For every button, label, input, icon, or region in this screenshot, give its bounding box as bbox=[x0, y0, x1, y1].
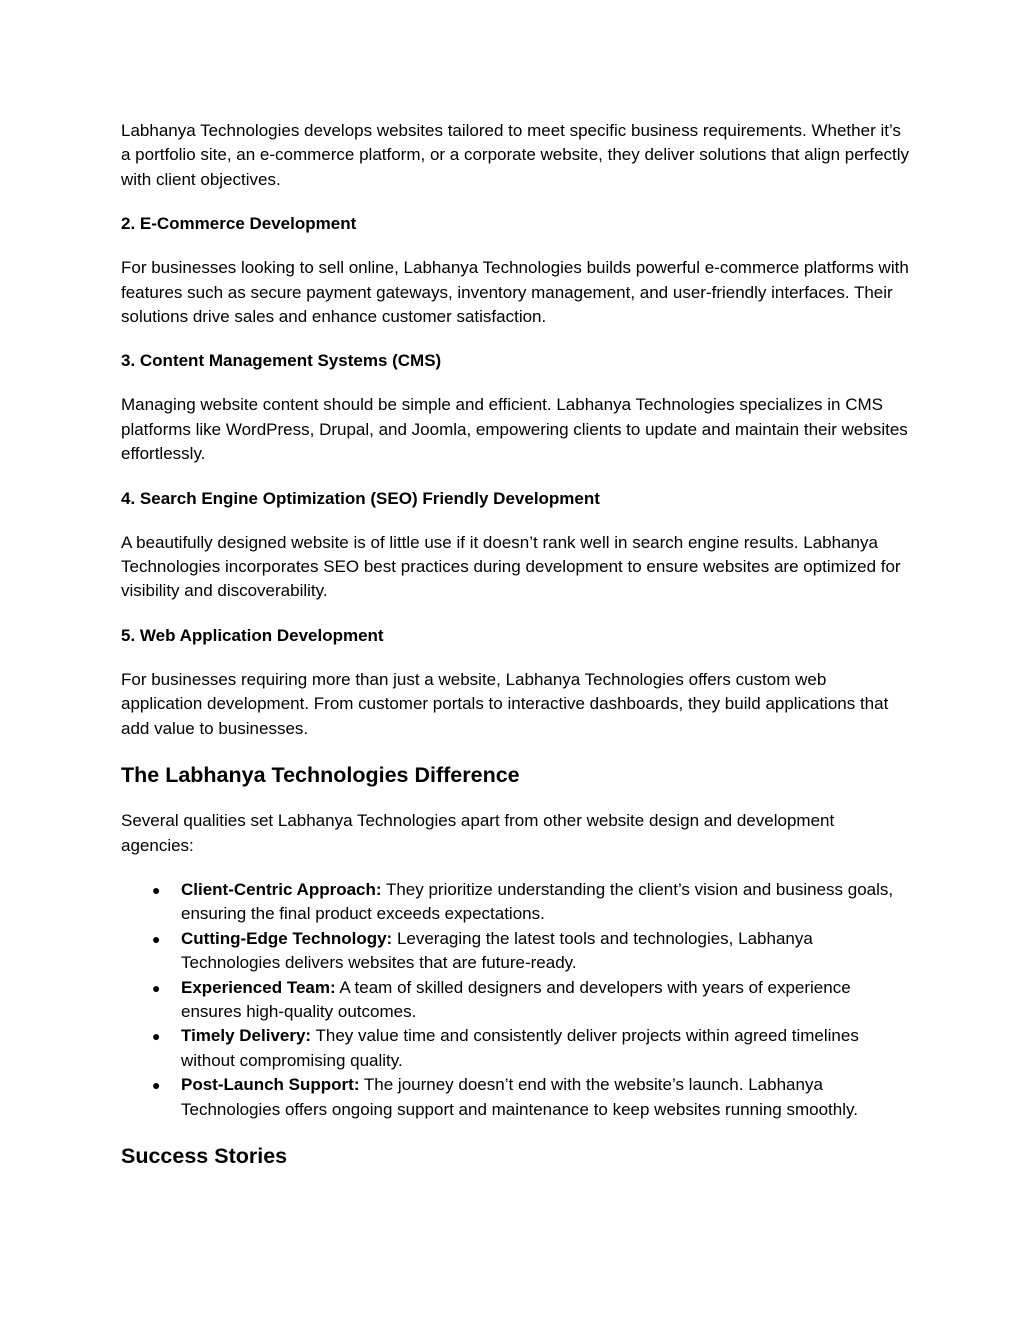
service-title-seo: 4. Search Engine Optimization (SEO) Friendly Development bbox=[121, 488, 600, 508]
difference-intro: Several qualities set Labhanya Technologies apart from other website design and development agencies: bbox=[121, 811, 835, 855]
difference-heading: The Labhanya Technologies Difference bbox=[121, 763, 520, 788]
document-page bbox=[121, 119, 911, 1190]
list-item bbox=[121, 878, 911, 927]
bullet-icon: ● bbox=[152, 979, 161, 996]
list-item-text: They value time and consistently deliver projects within agreed timelines without compromising quality. bbox=[181, 1026, 859, 1070]
list-item-label: Experienced Team: bbox=[181, 977, 336, 997]
list-item-text: A team of skilled designers and developers with years of experience ensures high-quality outcomes. bbox=[181, 977, 851, 1021]
bullet-icon: ● bbox=[152, 1077, 161, 1094]
bullet-icon: ● bbox=[152, 1028, 161, 1045]
service-text-seo: A beautifully designed website is of little use if it doesn’t rank well in search engine results. Labhanya Technologies incorporates SEO best practices during development to ensure websites are optimized for visibility and discoverability. bbox=[121, 532, 901, 601]
list-item-text: Leveraging the latest tools and technologies, Labhanya Technologies delivers websites that are future-ready. bbox=[181, 928, 813, 973]
service-text-web-application: For businesses requiring more than just a website, Labhanya Technologies offers custom web application development. From customer portals to interactive dashboards, they build applications that add value to businesses. bbox=[121, 669, 889, 738]
list-item-label: Post-Launch Support: bbox=[181, 1075, 360, 1095]
list-item-text: They prioritize understanding the client’s vision and business goals, ensuring the final product exceeds expectations. bbox=[181, 879, 894, 924]
service-text-ecommerce: For businesses looking to sell online, Labhanya Technologies builds powerful e-commerce platforms with features such as secure payment gateways, inventory management, and user-friendly interfaces. Their solutions drive sales and enhance customer satisfaction. bbox=[121, 258, 909, 327]
list-item bbox=[121, 1024, 911, 1073]
list-item-label: Timely Delivery: bbox=[181, 1026, 312, 1046]
list-item-label: Client-Centric Approach: bbox=[181, 879, 382, 899]
list-item-label: Cutting-Edge Technology: bbox=[181, 928, 393, 948]
success-stories-heading: Success Stories bbox=[121, 1143, 288, 1168]
difference-list bbox=[121, 878, 911, 1122]
list-item bbox=[121, 976, 911, 1025]
list-item-text: The journey doesn’t end with the website’s launch. Labhanya Technologies offers ongoing support and maintenance to keep websites running smoothly. bbox=[181, 1075, 858, 1119]
list-item bbox=[121, 1073, 911, 1122]
bullet-icon: ● bbox=[152, 881, 161, 898]
service-text-cms: Managing website content should be simple and efficient. Labhanya Technologies specializes in CMS platforms like WordPress, Drupal, and Joomla, empowering clients to update and maintain their websites effortlessly. bbox=[121, 395, 908, 464]
service-title-ecommerce: 2. E-Commerce Development bbox=[121, 214, 357, 234]
service-title-web-application: 5. Web Application Development bbox=[121, 625, 384, 645]
intro-paragraph: Labhanya Technologies develops websites tailored to meet specific business requirements. Whether it’s a portfolio site, an e-commerce platform, or a corporate website, they deliver solutions that align perfectly with client objectives. bbox=[121, 121, 910, 189]
service-title-cms: 3. Content Management Systems (CMS) bbox=[121, 351, 442, 371]
list-item bbox=[121, 927, 911, 976]
bullet-icon: ● bbox=[152, 930, 161, 947]
